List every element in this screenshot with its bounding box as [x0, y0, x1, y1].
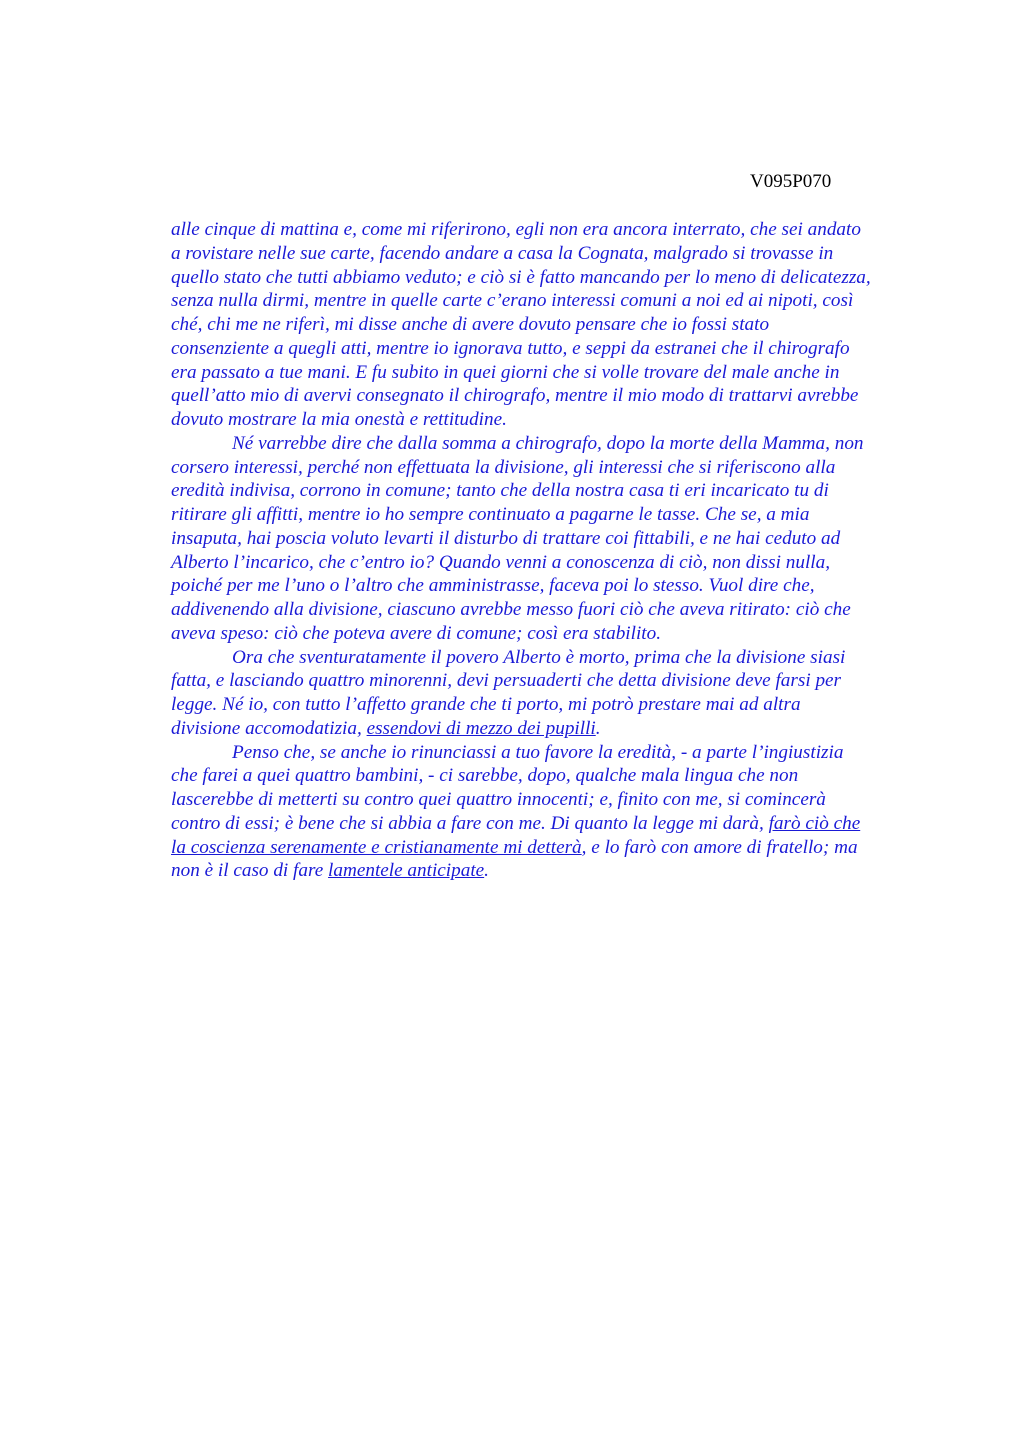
text-segment: Penso che, se anche io rinunciassi a tuo favore la eredità, - a parte l’ingiustizia: [232, 741, 844, 763]
text-line: [171, 503, 931, 527]
text-line: [171, 646, 931, 670]
text-line: [171, 242, 931, 266]
text-segment: eredità indivisa, corrono in comune; tanto che della nostra casa ti eri incaricato tu di: [171, 480, 829, 502]
underlined-text: essendovi di mezzo dei pupilli: [366, 717, 596, 739]
text-line: [171, 266, 931, 290]
text-segment: ritirare gli affitti, mentre io ho sempre continuato a pagarne le tasse. Che se, a mia: [171, 504, 810, 525]
text-line: [171, 717, 931, 741]
text-line: [171, 788, 931, 812]
text-segment: Né varrebbe dire che dalla somma a chirografo, dopo la morte della Mamma, non: [232, 432, 864, 454]
text-segment: corsero interessi, perché non effettuata la divisione, gli interessi che si riferiscono alla: [171, 456, 836, 478]
text-segment: poiché per me l’uno o l’altro che amministrasse, faceva poi lo stesso. Vuol dire che,: [171, 575, 815, 597]
text-line: [171, 741, 931, 765]
paragraph: [171, 646, 931, 741]
text-segment: a rovistare nelle sue carte, facendo andare a casa la Cognata, malgrado si trovasse in: [171, 242, 834, 264]
text-line: [171, 218, 931, 242]
text-segment: .: [595, 717, 601, 739]
text-line: [171, 693, 931, 717]
text-line: [171, 859, 931, 883]
text-segment: lascerebbe di metterti su contro quei quattro innocenti; e, finito con me, si comincerà: [171, 789, 826, 810]
text-segment: addivenendo alla divisione, ciascuno avrebbe messo fuori ciò che aveva ritirato: ciò che: [171, 599, 851, 620]
text-line: [171, 574, 931, 598]
text-segment: insaputa, hai poscia voluto levarti il disturbo di trattare coi fittabili, e ne hai ceduto ad: [171, 527, 841, 549]
text-line: [171, 384, 931, 408]
text-segment: fatta, e lasciando quattro minorenni, devi persuaderti che detta divisione deve farsi per: [171, 670, 842, 692]
text-segment: quello stato che tutti abbiamo veduto; e ciò si è fatto mancando per lo meno di delicatezza,: [171, 266, 871, 288]
text-line: [171, 669, 931, 693]
letter-body: [171, 218, 931, 883]
text-line: [171, 289, 931, 313]
text-segment: contro di essi; è bene che si abbia a fare con me. Di quanto la legge mi darà,: [171, 812, 769, 834]
text-segment: senza nulla dirmi, mentre in quelle carte c’erano interessi comuni a noi ed ai nipoti, così: [171, 290, 854, 312]
text-segment: era passato a tue mani. E fu subito in quei giorni che si volle trovare del male anche in: [171, 361, 840, 383]
underlined-text: lamentele anticipate: [328, 860, 485, 882]
text-segment: non è il caso di fare: [171, 860, 329, 882]
text-segment: legge. Né io, con tutto l’affetto grande che ti porto, mi potrò prestare mai ad altra: [171, 694, 801, 715]
text-line: [171, 479, 931, 503]
text-line: [171, 361, 931, 385]
text-line: [171, 432, 931, 456]
text-line: [171, 456, 931, 480]
text-line: [171, 408, 931, 432]
underlined-text: farò ciò che: [768, 812, 861, 834]
text-segment: Alberto l’incarico, che c’entro io? Quando venni a conoscenza di ciò, non dissi nulla,: [171, 551, 831, 573]
text-line: [171, 622, 931, 646]
paragraph: [171, 741, 931, 884]
underlined-text: la coscienza serenamente e cristianamente mi detterà: [171, 836, 582, 858]
text-segment: divisione accomodatizia,: [171, 717, 367, 739]
text-segment: consenziente a quegli atti, mentre io ignorava tutto, e seppi da estranei che il chirografo: [171, 337, 850, 359]
text-line: [171, 812, 931, 836]
text-line: [171, 527, 931, 551]
page-code: V095P070: [750, 171, 832, 192]
text-segment: Ora che sventuratamente il povero Alberto è morto, prima che la divisione siasi: [232, 646, 846, 668]
text-segment: alle cinque di mattina e, come mi riferirono, egli non era ancora interrato, che sei andato: [171, 219, 861, 240]
text-line: [171, 598, 931, 622]
text-line: [171, 551, 931, 575]
text-line: [171, 313, 931, 337]
text-segment: dovuto mostrare la mia onestà e rettitudine.: [171, 409, 507, 430]
text-line: [171, 764, 931, 788]
text-segment: ché, chi me ne riferì, mi disse anche di avere dovuto pensare che io fossi stato: [171, 314, 770, 335]
paragraph: [171, 432, 931, 646]
text-line: [171, 836, 931, 860]
text-line: [171, 337, 931, 361]
paragraph: [171, 218, 931, 432]
text-segment: aveva speso: ciò che poteva avere di comune; così era stabilito.: [171, 622, 662, 644]
text-segment: che farei a quei quattro bambini, - ci sarebbe, dopo, qualche mala lingua che non: [171, 765, 799, 787]
text-segment: quell’atto mio di avervi consegnato il chirografo, mentre il mio modo di trattarvi avrebbe: [171, 385, 859, 407]
text-segment: .: [484, 860, 489, 882]
text-segment: , e lo farò con amore di fratello; ma: [581, 836, 858, 858]
